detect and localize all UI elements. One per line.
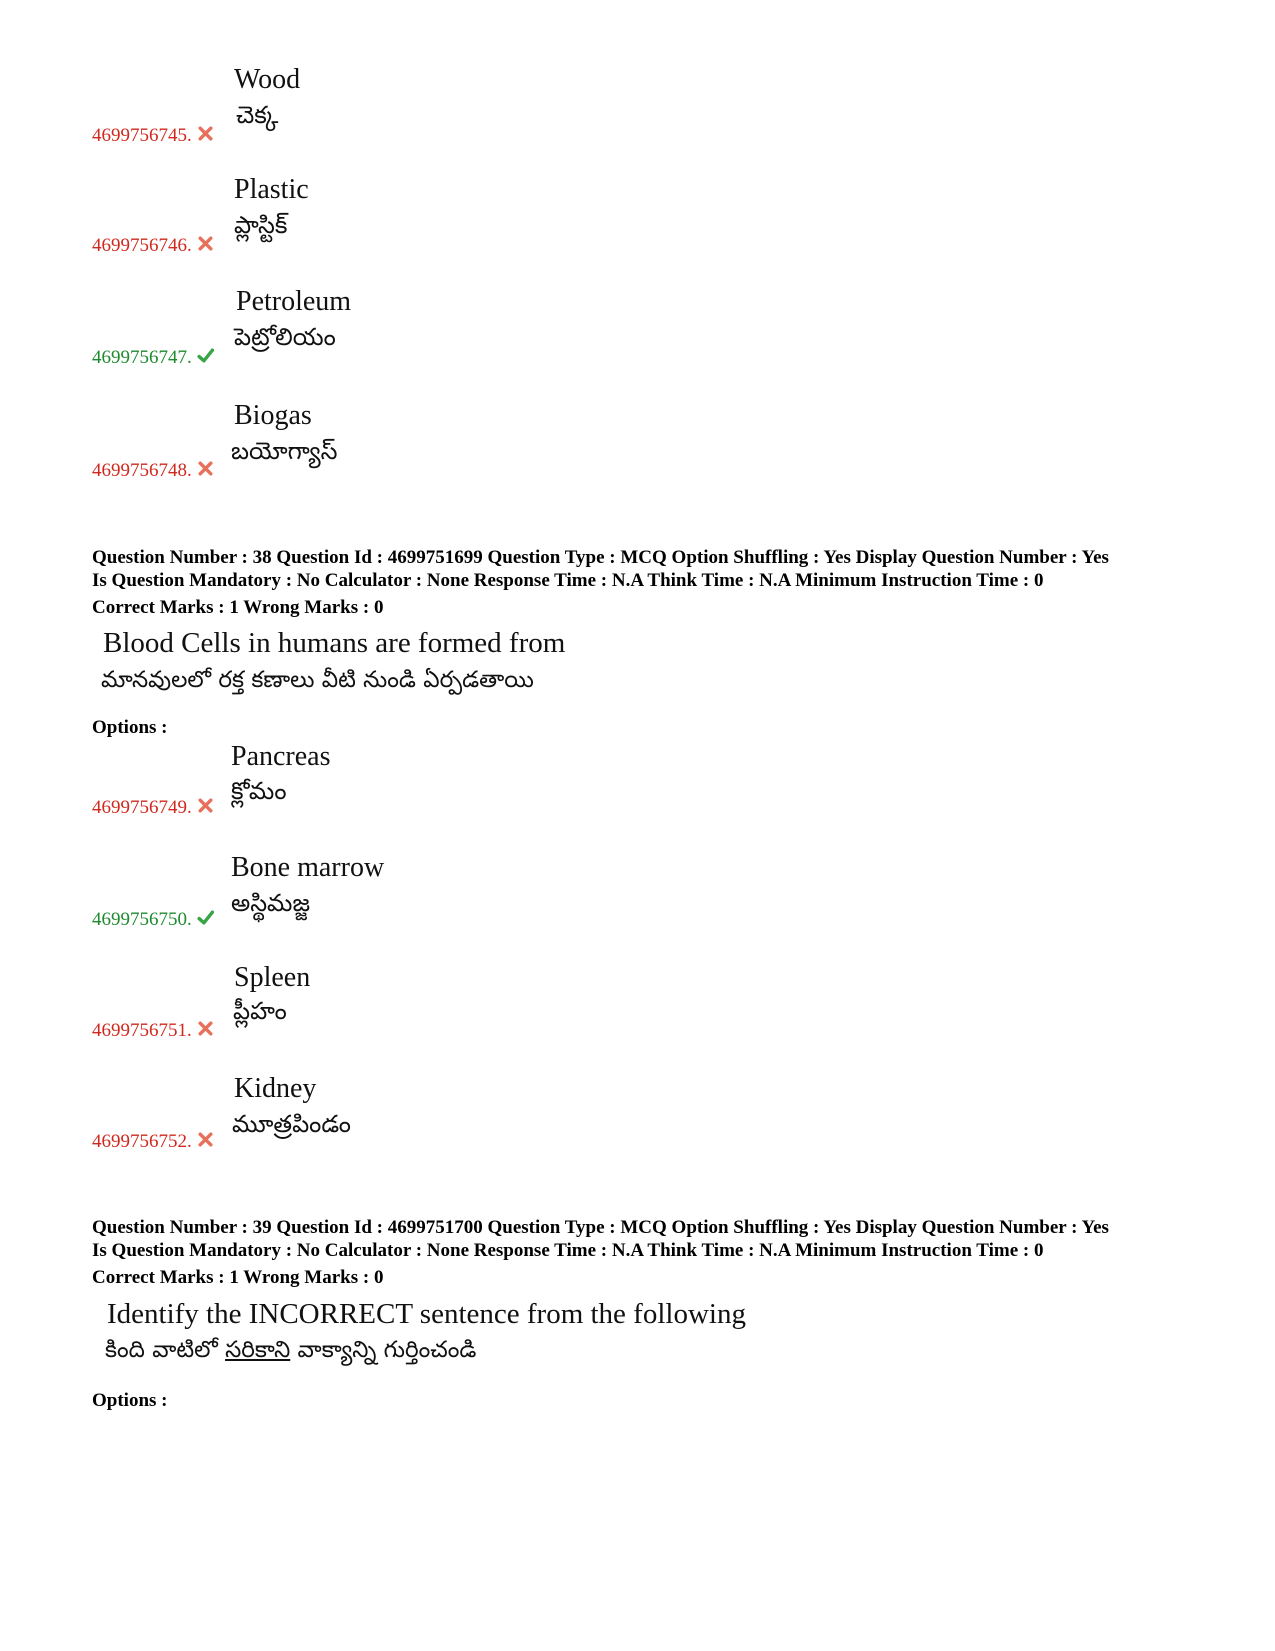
option-text-en: Plastic (234, 174, 309, 205)
check-icon (197, 909, 214, 926)
cross-icon (197, 1020, 214, 1037)
option-id-text: 4699756749. (92, 797, 192, 818)
option-id (92, 797, 214, 819)
question-text-te-part: కింది వాటిలో (105, 1337, 226, 1363)
question-meta-line: Is Question Mandatory : No Calculator : None Response Time : N.A Think Time : N.A Minimum Instruction Time : 0 (92, 570, 1044, 591)
options-label: Options : (92, 1390, 168, 1411)
option-text-te: క్లోమం (231, 777, 287, 805)
option-text-te: ప్లాస్టిక్ (234, 211, 288, 239)
option-id (92, 1131, 214, 1153)
option-text-en: Pancreas (231, 741, 331, 772)
options-label: Options : (92, 717, 168, 738)
option-text-en: Kidney (234, 1073, 317, 1104)
option-text-en: Spleen (234, 962, 311, 993)
option-id (92, 235, 214, 257)
option-text-en: Biogas (234, 400, 312, 431)
option-id (92, 125, 214, 147)
cross-icon (197, 125, 214, 142)
option-id (92, 347, 214, 369)
option-text-te: బయోగ్యాస్ (231, 437, 338, 465)
option-id-text: 4699756747. (92, 347, 192, 368)
option-id-text: 4699756750. (92, 909, 192, 930)
option-id-text: 4699756752. (92, 1131, 192, 1152)
option-text-te: మూత్రపిండం (232, 1110, 351, 1138)
option-id (92, 909, 214, 931)
underlined-word: సరికాని (225, 1337, 291, 1363)
cross-icon (197, 1131, 214, 1148)
question-meta-line: Question Number : 39 Question Id : 4699751700 Question Type : MCQ Option Shuffling : Yes Display Question Number : Yes (92, 1217, 1109, 1238)
check-icon (197, 347, 214, 364)
cross-icon (197, 460, 214, 477)
question-marks: Correct Marks : 1 Wrong Marks : 0 (92, 1267, 384, 1288)
option-id (92, 460, 214, 482)
option-id-text: 4699756751. (92, 1020, 192, 1041)
question-text-te (105, 1334, 476, 1366)
option-text-te: ప్లీహం (233, 997, 287, 1025)
cross-icon (197, 797, 214, 814)
option-id (92, 1020, 214, 1042)
question-text-te: మానవులలో రక్త కణాలు వీటి నుండి ఏర్పడతాయి (101, 667, 534, 693)
cross-icon (197, 235, 214, 252)
option-text-en: Bone marrow (231, 852, 385, 883)
question-text-en: Identify the INCORRECT sentence from the following (107, 1298, 746, 1330)
option-id-text: 4699756745. (92, 125, 192, 146)
question-meta-line: Is Question Mandatory : No Calculator : None Response Time : N.A Think Time : N.A Minimum Instruction Time : 0 (92, 1240, 1044, 1261)
question-text-en: Blood Cells in humans are formed from (103, 627, 566, 659)
question-text-te-part: వాక్యాన్ని గుర్తించండి (290, 1337, 477, 1363)
option-text-en: Petroleum (236, 286, 352, 317)
question-marks: Correct Marks : 1 Wrong Marks : 0 (92, 597, 384, 618)
option-text-en: Wood (234, 64, 301, 95)
option-id-text: 4699756746. (92, 235, 192, 256)
option-text-te: చెక్క (236, 101, 279, 129)
option-text-te: అస్థిమజ్జ (231, 889, 310, 917)
question-meta-line: Question Number : 38 Question Id : 4699751699 Question Type : MCQ Option Shuffling : Yes Display Question Number : Yes (92, 547, 1109, 568)
option-id-text: 4699756748. (92, 460, 192, 481)
option-text-te: పెట్రోలియం (234, 323, 336, 351)
